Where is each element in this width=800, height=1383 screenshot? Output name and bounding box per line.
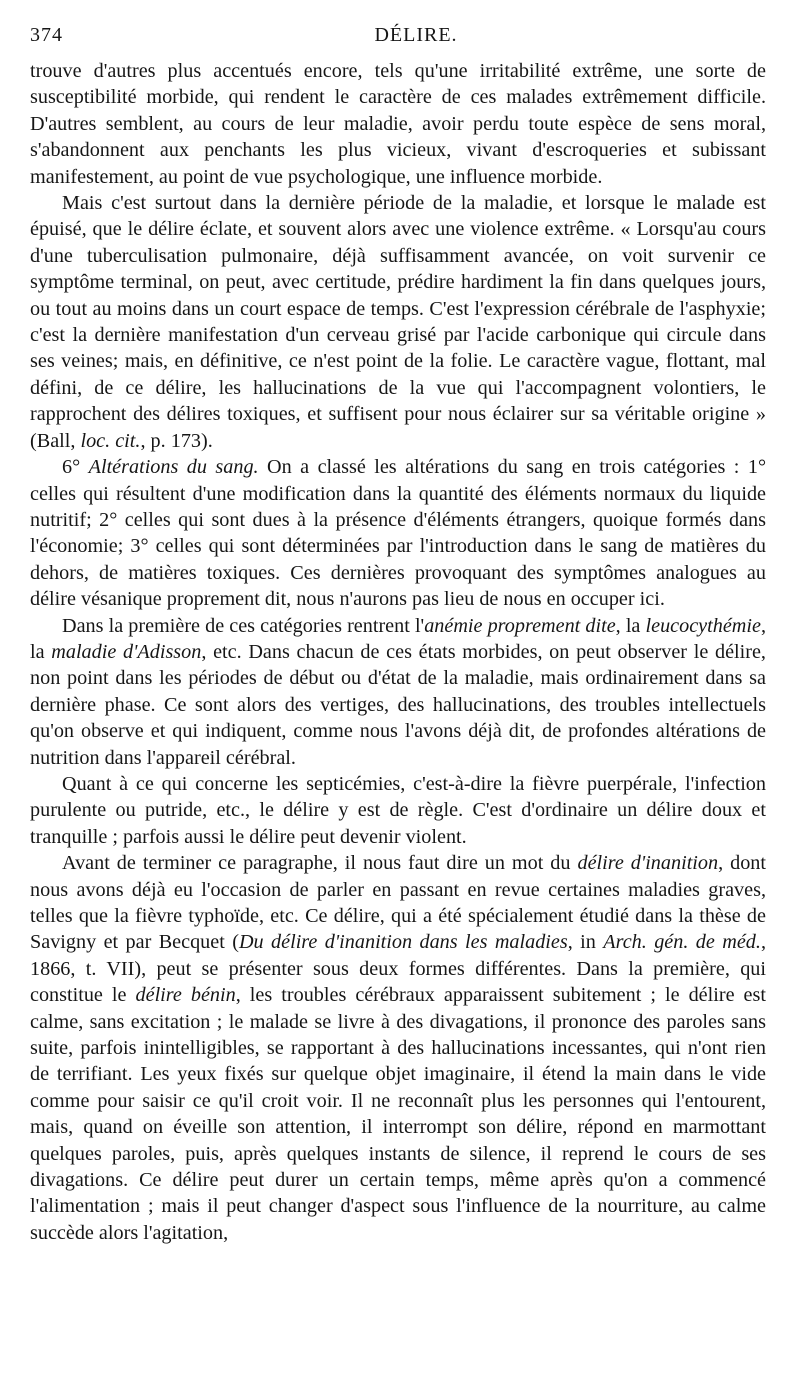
paragraph: [30, 454, 766, 612]
text-run: 6°: [62, 456, 89, 479]
text-run: Dans la première de ces catégories rentrent l': [62, 614, 425, 637]
page-header: [30, 22, 766, 48]
text-run: , etc. Dans chacun de ces états morbides, on peut observer le délire, non point dans les périodes de début ou d'état de la maladie, mais ordinairement dans sa dernière phase. Ce sont alors des vertiges, des hallucinations, des troubles intellectuels qu'on observe et qui indiquent, comme nous l'avons déjà dit, de profondes altérations de nutrition dans l'appareil cérébral.: [30, 640, 766, 769]
text-run: , la: [30, 614, 766, 663]
paragraph: [30, 850, 766, 1246]
paragraph: [30, 190, 766, 454]
text-run: Mais c'est surtout dans la dernière période de la maladie, et lorsque le malade est épuisé, que le délire éclate, et souvent alors avec une violence extrême. « Lorsqu'au cours d'une tuberculisation pulmonaire, déjà suffisamment avancée, on voit survenir ce symptôme terminal, on peut, avec certitude, prédire hardiment la fin dans quelques jours, ou tout au moins dans un court espace de temps. C'est l'expression cérébrale de l'asphyxie; c'est la dernière manifestation d'un cerveau grisé par l'acide carbonique qui circule dans ses veines; mais, en définitive, ce n'est point de la folie. Le caractère vague, flottant, mal défini, de ce délire, les hallucinations de la vue qui l'accompagnent volontiers, le rapprochent des délires toxiques, et suffisent pour nous éclairer sur sa véritable origine » (Ball,: [30, 192, 766, 452]
italic-text: Du délire d'inanition dans les maladies: [238, 931, 568, 954]
text-run: trouve d'autres plus accentués encore, tels qu'une irritabilité extrême, une sorte de susceptibilité morbide, qui rendent le caractère de ces malades extrêmement difficile. D'autres semblent, au cours de leur maladie, avoir perdu toute espèce de sens moral, s'abandonnent aux penchants les plus vicieux, vivant d'escroqueries et subissant manifestement, au point de vue psychologique, une influence morbide.: [30, 60, 766, 188]
body-text: [30, 58, 766, 1246]
italic-text: délire d'inanition: [577, 852, 719, 875]
text-run: , les troubles cérébraux apparaissent subitement ; le délire est calme, sans excitation ; le malade se livre à des divagations, il prononce des paroles sans suite, parfois inintelligibles, se rapportant à des hallucinations incessantes, qui n'ont rien de terrifiant. Les yeux fixés sur quelque objet imaginaire, il étend la main dans le vide comme pour saisir ce qu'il croit voir. Il ne reconnaît plus les personnes qui l'entourent, mais, quand on éveille son attention, il interrompt son délire, répond en marmottant quelques paroles, puis, après quelques instants de silence, il reprend le cours de ses divagations. Ce délire peut durer un certain temps, même après qu'on a commencé l'alimentation ; mais il peut changer d'aspect sous l'influence de la nourriture, au calme succède alors l'agitation,: [30, 984, 766, 1244]
text-run: , in: [567, 931, 604, 954]
text-run: , 1866, t. VII), peut se présenter sous deux formes différentes. Dans la première, qui constitue le: [30, 931, 766, 1007]
italic-text: Altérations du sang.: [88, 456, 259, 479]
text-run: , dont nous avons déjà eu l'occasion de parler en passant en revue certaines maladies graves, telles que la fièvre typhoïde, etc. Ce délire, qui a été spécialement étudié dans la thèse de Savigny et par Becquet (: [30, 852, 767, 954]
text-run: Avant de terminer ce paragraphe, il nous faut dire un mot du: [62, 852, 578, 875]
text-run: Quant à ce qui concerne les septicémies, c'est-à-dire la fièvre puerpérale, l'infection purulente ou putride, etc., le délire y est de règle. C'est d'ordinaire un délire doux et tranquille ; parfois aussi le délire peut devenir violent.: [30, 772, 766, 848]
paragraph: [30, 58, 766, 190]
italic-text: loc. cit.: [80, 429, 141, 452]
italic-text: maladie d'Adisson: [51, 640, 202, 663]
paragraph: [30, 771, 766, 850]
running-title: DÉLIRE.: [374, 24, 458, 46]
italic-text: délire bénin: [135, 984, 236, 1007]
text-run: , la: [615, 614, 646, 637]
italic-text: anémie proprement dite: [424, 614, 616, 637]
page-number: 374: [30, 24, 63, 46]
italic-text: leucocythémie: [645, 614, 761, 637]
text-run: , p. 173).: [140, 429, 213, 452]
paragraph: [30, 613, 766, 771]
italic-text: Arch. gén. de méd.: [603, 931, 761, 954]
text-run: On a classé les altérations du sang en trois catégories : 1° celles qui résultent d'une modification dans la quantité des éléments normaux du liquide nutritif; 2° celles qui sont dues à la présence d'éléments étrangers, quoique formés dans l'économie; 3° celles qui sont déterminées par l'introduction dans le sang de matières du dehors, de matières toxiques. Ces dernières provoquant des symptômes analogues au délire vésanique proprement dit, nous n'aurons pas lieu de nous en occuper ici.: [30, 456, 767, 611]
